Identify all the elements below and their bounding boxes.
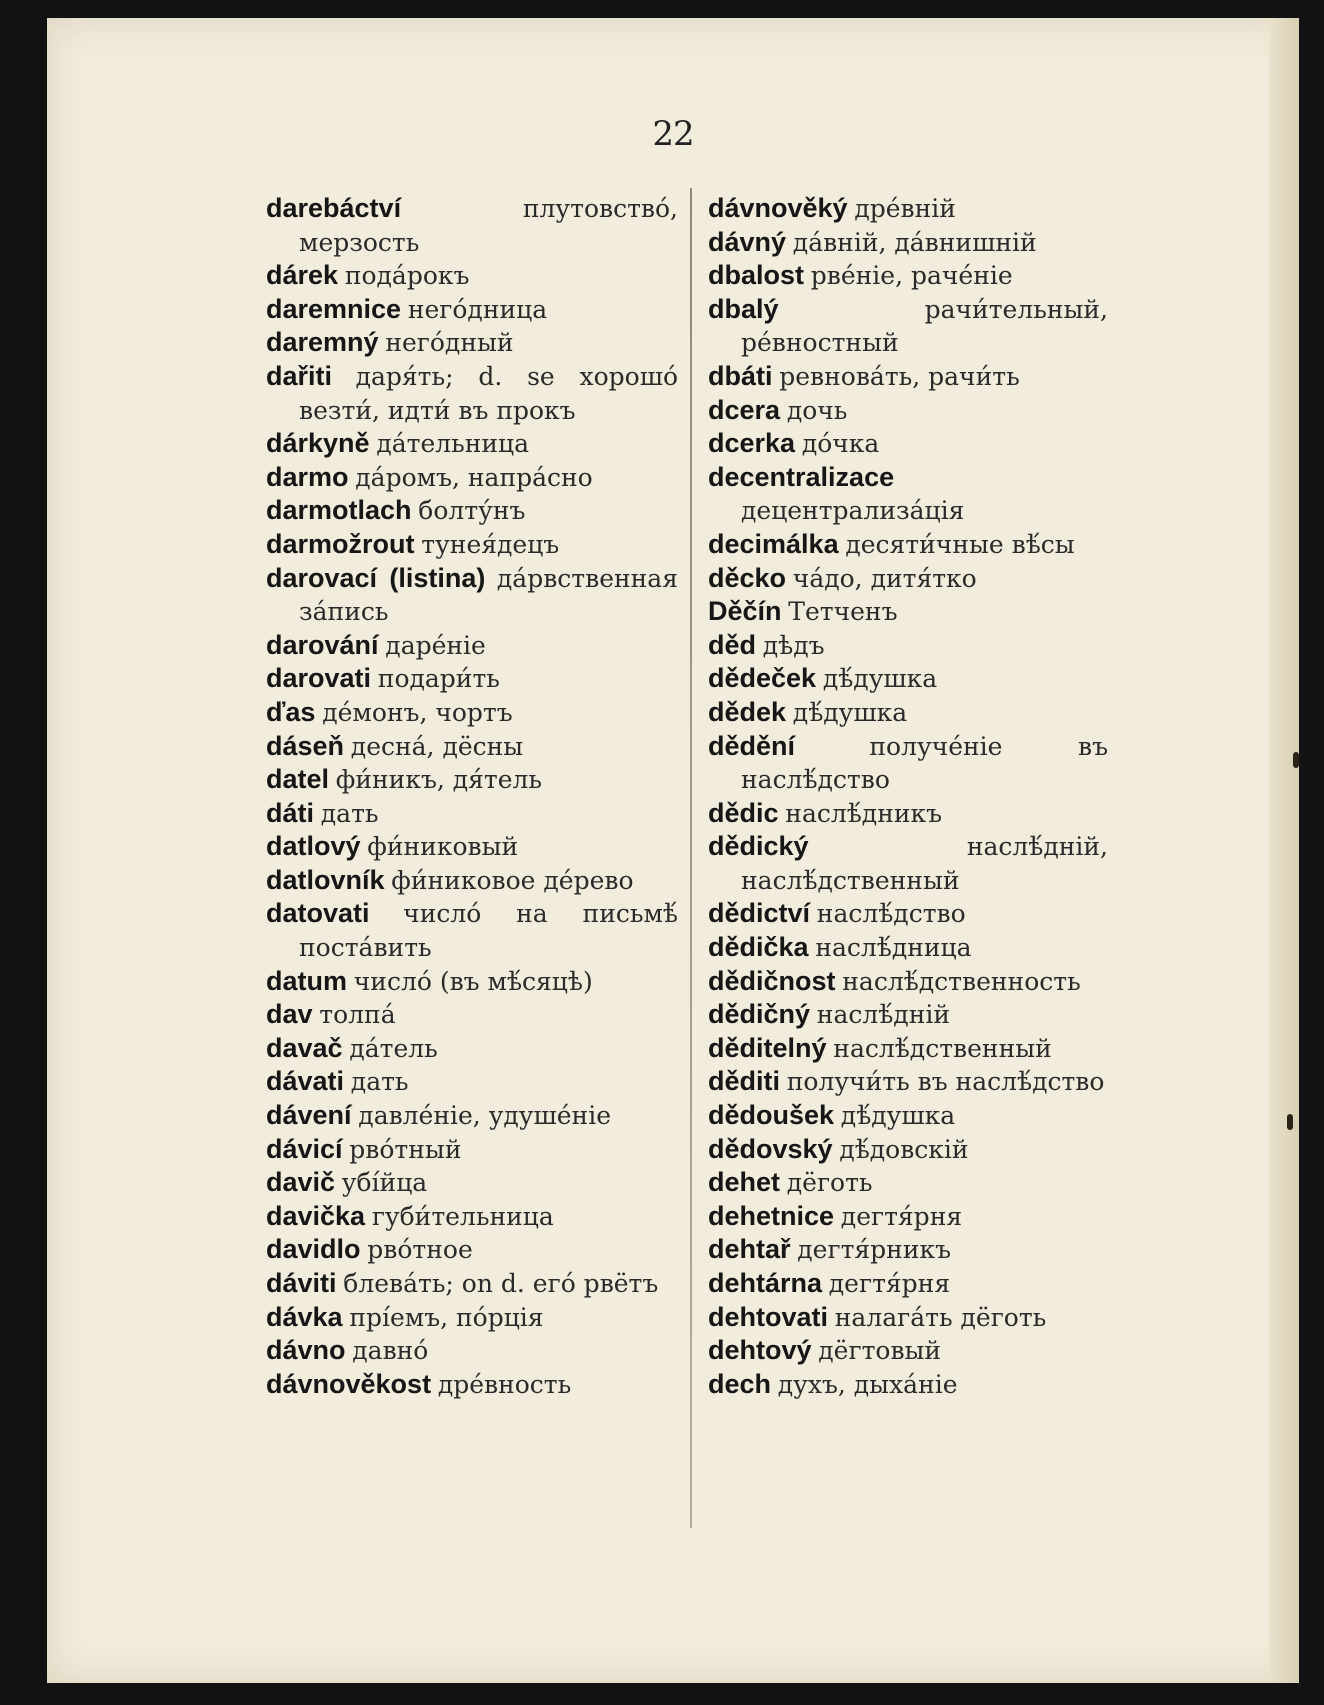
entry-headword: davička xyxy=(266,1200,366,1231)
entry-headword: datlový xyxy=(266,831,361,862)
dictionary-entry xyxy=(708,965,1108,999)
entry-headword: děd xyxy=(708,629,757,660)
dictionary-entry xyxy=(708,797,1108,831)
dictionary-entry xyxy=(708,1233,1108,1267)
entry-translation: до́чка xyxy=(801,429,880,459)
entry-headword: dědický xyxy=(708,831,809,862)
entry-translation: давле́ніе, удуше́ніе xyxy=(358,1101,611,1131)
dictionary-entry xyxy=(708,1065,1108,1099)
page-number: 22 xyxy=(652,114,694,154)
entry-headword: dehetnice xyxy=(708,1200,835,1231)
entry-headword: dědoušek xyxy=(708,1100,835,1131)
dictionary-entry xyxy=(266,830,678,864)
entry-translation: рво́тный xyxy=(349,1134,462,1164)
dictionary-entry xyxy=(708,730,1108,797)
dictionary-entry xyxy=(266,797,678,831)
entry-headword: Děčín xyxy=(708,596,782,627)
entry-translation: ревнова́ть, рачи́ть xyxy=(779,361,1020,391)
entry-headword: dárkyně xyxy=(266,428,370,459)
entry-translation: децентрализа́ція xyxy=(741,496,965,526)
dictionary-entry xyxy=(708,226,1108,260)
dictionary-entry xyxy=(708,629,1108,663)
entry-translation: наслѣ́дникъ xyxy=(785,798,943,828)
entry-translation: наслѣ́дство xyxy=(816,899,966,929)
entry-translation: губи́тельница xyxy=(371,1201,554,1231)
entry-translation: дегтя́рникъ xyxy=(797,1235,952,1265)
dictionary-entry xyxy=(266,1065,678,1099)
dictionary-entry xyxy=(708,1200,1108,1234)
entry-headword: darovací (listina) xyxy=(266,562,486,593)
dictionary-entry xyxy=(266,696,678,730)
dictionary-entry xyxy=(708,293,1108,360)
entry-headword: dávný xyxy=(708,226,787,257)
entry-headword: datlovník xyxy=(266,864,385,895)
dictionary-entry xyxy=(266,427,678,461)
dictionary-entry xyxy=(266,326,678,360)
entry-translation: духъ, дыха́ніе xyxy=(777,1369,958,1399)
dictionary-entry xyxy=(266,662,678,696)
entry-headword: dědičnost xyxy=(708,965,836,996)
dictionary-entry xyxy=(266,1267,678,1301)
dictionary-entry xyxy=(708,192,1108,226)
entry-headword: dbalý xyxy=(708,293,779,324)
entry-headword: dáviti xyxy=(266,1268,337,1298)
entry-translation: даре́ніе xyxy=(385,630,486,660)
dictionary-entry xyxy=(266,864,678,898)
dictionary-entry xyxy=(266,293,678,327)
entry-translation: да́рвственная за́пись xyxy=(299,563,678,627)
entry-translation: де́монъ, чортъ xyxy=(322,697,513,727)
dictionary-entry xyxy=(266,1200,678,1234)
entry-translation: да́тель xyxy=(349,1033,438,1063)
entry-headword: daremnice xyxy=(266,293,402,324)
entry-translation: наслѣ́дній, наслѣ́дственный xyxy=(741,832,1108,895)
entry-headword: decentralizace xyxy=(708,461,895,492)
entry-translation: рво́тное xyxy=(367,1235,473,1265)
entry-headword: datum xyxy=(266,965,347,996)
entry-translation: дать xyxy=(350,1067,409,1097)
entry-translation: число́ на письмѣ́ поста́вить xyxy=(299,899,678,963)
entry-headword: darmožrout xyxy=(266,528,415,559)
margin-mark xyxy=(1287,1114,1293,1130)
entry-headword: daremný xyxy=(266,327,379,358)
entry-headword: děcko xyxy=(708,562,787,593)
dictionary-entry xyxy=(266,192,678,259)
entry-translation: наслѣ́дній xyxy=(816,1000,951,1030)
column-divider xyxy=(690,188,692,1528)
entry-headword: dávení xyxy=(266,1100,352,1131)
entry-headword: datel xyxy=(266,764,330,795)
entry-translation: наслѣ́дница xyxy=(815,933,972,963)
dictionary-entry xyxy=(708,1334,1108,1368)
entry-translation: десна́, дёсны xyxy=(350,731,524,761)
entry-headword: dědička xyxy=(708,932,809,963)
entry-headword: dáseň xyxy=(266,730,345,761)
dictionary-entry xyxy=(266,562,678,629)
dictionary-entry xyxy=(708,830,1108,897)
dictionary-entry xyxy=(708,1099,1108,1133)
dictionary-entry xyxy=(708,595,1108,629)
entry-headword: dávati xyxy=(266,1066,345,1097)
entry-headword: dehtovati xyxy=(708,1301,829,1332)
entry-translation: подари́ть xyxy=(377,664,500,694)
entry-headword: dehtař xyxy=(708,1234,791,1265)
entry-headword: darmo xyxy=(266,461,349,492)
entry-headword: dědek xyxy=(708,696,787,727)
dictionary-entry xyxy=(266,629,678,663)
dictionary-entry xyxy=(708,1267,1108,1301)
dictionary-entry xyxy=(266,259,678,293)
entry-headword: dehet xyxy=(708,1167,781,1198)
entry-headword: dařiti xyxy=(266,360,333,391)
dictionary-entry xyxy=(708,1166,1108,1200)
dictionary-entry xyxy=(708,360,1108,394)
dictionary-entry xyxy=(266,998,678,1032)
left-column xyxy=(266,192,678,1401)
entry-translation: дегтя́рня xyxy=(828,1269,951,1298)
dictionary-entry xyxy=(266,1166,678,1200)
entry-translation: рве́ніе, раче́ніе xyxy=(810,261,1013,291)
entry-translation: получе́ніе въ наслѣ́дство xyxy=(741,731,1108,795)
entry-translation: дѣ́душка xyxy=(792,697,908,727)
dictionary-entry xyxy=(266,1368,678,1402)
entry-translation: пода́рокъ xyxy=(344,261,470,291)
entry-translation: наслѣ́дственный xyxy=(833,1033,1052,1063)
entry-headword: darování xyxy=(266,629,379,660)
entry-headword: decimálka xyxy=(708,528,839,559)
entry-translation: дёготь xyxy=(786,1168,873,1198)
entry-headword: dcerka xyxy=(708,428,796,459)
entry-headword: dbalost xyxy=(708,260,805,291)
entry-headword: darmotlach xyxy=(266,495,412,526)
entry-headword: děditi xyxy=(708,1066,780,1097)
entry-translation: дегтя́рня xyxy=(840,1201,963,1231)
dictionary-entry xyxy=(266,965,678,999)
entry-translation: него́дница xyxy=(407,294,548,324)
entry-headword: dcera xyxy=(708,394,781,425)
entry-headword: dědictví xyxy=(708,898,811,929)
entry-translation: ча́до, дитя́тко xyxy=(792,563,977,593)
dictionary-entry xyxy=(266,730,678,764)
right-column xyxy=(708,192,1108,1401)
dictionary-entry xyxy=(708,662,1108,696)
dictionary-entry xyxy=(708,1133,1108,1167)
entry-headword: davač xyxy=(266,1032,343,1063)
dictionary-entry xyxy=(708,998,1108,1032)
entry-headword: dědičný xyxy=(708,999,811,1030)
entry-translation: да́вній, да́внишній xyxy=(792,227,1037,257)
entry-translation: да́ромъ, напра́сно xyxy=(355,462,593,492)
dictionary-entry xyxy=(266,897,678,964)
dictionary-entry xyxy=(266,1301,678,1335)
entry-translation: рачи́тельный, ре́вностный xyxy=(741,294,1108,358)
dictionary-entry xyxy=(708,1032,1108,1066)
entry-headword: dehtový xyxy=(708,1335,812,1366)
dictionary-entry xyxy=(266,461,678,495)
entry-translation: дре́вность xyxy=(437,1369,572,1399)
entry-translation: дать xyxy=(320,798,379,828)
dictionary-entry xyxy=(266,1133,678,1167)
entry-headword: dbáti xyxy=(708,360,773,391)
entry-headword: dědění xyxy=(708,730,796,761)
entry-translation: тунея́децъ xyxy=(421,529,560,559)
dictionary-entry xyxy=(266,360,678,427)
entry-translation: фи́никовое де́рево xyxy=(391,865,634,895)
entry-translation: дре́вній xyxy=(854,194,956,223)
dictionary-entry xyxy=(708,461,1108,528)
page-gutter xyxy=(1269,18,1299,1683)
margin-mark xyxy=(1293,752,1299,768)
entry-translation: Тетченъ xyxy=(788,597,898,627)
entry-headword: dehtárna xyxy=(708,1268,823,1298)
dictionary-entry xyxy=(708,1368,1108,1402)
dictionary-entry xyxy=(266,1233,678,1267)
entry-translation: дѣ́душка xyxy=(840,1101,956,1131)
entry-headword: dědeček xyxy=(708,663,817,694)
entry-translation: него́дный xyxy=(385,328,514,358)
entry-headword: darovati xyxy=(266,663,372,694)
entry-headword: dávicí xyxy=(266,1133,343,1164)
entry-headword: dech xyxy=(708,1368,772,1399)
entry-translation: налага́ть дёготь xyxy=(834,1302,1047,1332)
entry-translation: число́ (въ мѣ́сяцѣ) xyxy=(353,966,593,996)
entry-headword: davidlo xyxy=(266,1234,361,1265)
dictionary-entry xyxy=(266,1032,678,1066)
entry-translation: давно́ xyxy=(352,1336,429,1366)
entry-translation: дѣдъ xyxy=(762,630,825,660)
entry-translation: дёгтовый xyxy=(818,1336,942,1366)
dictionary-page xyxy=(47,18,1299,1683)
entry-translation: фи́никъ, дя́тель xyxy=(335,765,543,795)
entry-headword: děditelný xyxy=(708,1032,827,1063)
dictionary-entry xyxy=(708,931,1108,965)
entry-translation: дѣ́душка xyxy=(822,664,938,694)
entry-headword: dáti xyxy=(266,797,315,828)
entry-headword: dávnověkost xyxy=(266,1368,432,1399)
entry-headword: dávno xyxy=(266,1335,346,1366)
entry-translation: толпа́ xyxy=(319,1000,396,1030)
dictionary-entry xyxy=(708,696,1108,730)
entry-translation: убі́йца xyxy=(341,1168,428,1198)
entry-translation: даря́ть; d. se хорошо́ везти́, идти́ въ прокъ xyxy=(299,361,678,425)
dictionary-entry xyxy=(266,528,678,562)
entry-translation: дѣ́довскій xyxy=(839,1134,969,1164)
entry-headword: dávka xyxy=(266,1301,343,1332)
entry-translation: прі́емъ, по́рція xyxy=(349,1302,544,1332)
entry-translation: болту́нъ xyxy=(418,496,526,526)
entry-translation: наслѣ́дственность xyxy=(842,966,1081,996)
entry-headword: dávnověký xyxy=(708,193,848,223)
entry-headword: dav xyxy=(266,999,313,1030)
dictionary-entry xyxy=(708,562,1108,596)
entry-headword: dědic xyxy=(708,797,779,828)
entry-headword: darebáctví xyxy=(266,193,402,223)
dictionary-entry xyxy=(266,494,678,528)
dictionary-entry xyxy=(708,259,1108,293)
dictionary-entry xyxy=(266,763,678,797)
dictionary-entry xyxy=(708,394,1108,428)
dictionary-entry xyxy=(708,528,1108,562)
entry-headword: davič xyxy=(266,1167,336,1198)
entry-translation: фи́никовый xyxy=(367,832,519,862)
entry-translation: дочь xyxy=(786,395,848,425)
dictionary-entry xyxy=(708,1301,1108,1335)
dictionary-entry xyxy=(708,427,1108,461)
entry-translation: да́тельница xyxy=(376,429,530,459)
entry-headword: ďas xyxy=(266,696,316,727)
entry-headword: dárek xyxy=(266,260,339,291)
entry-headword: dědovský xyxy=(708,1133,833,1164)
dictionary-entry xyxy=(266,1099,678,1133)
dictionary-entry xyxy=(708,897,1108,931)
entry-translation: блева́ть; on d. его́ рвётъ xyxy=(343,1269,659,1298)
entry-translation: десяти́чные вѣ́сы xyxy=(845,529,1075,559)
entry-translation: плутовство́, мерзость xyxy=(299,194,678,257)
entry-headword: datovati xyxy=(266,898,370,929)
entry-translation: получи́ть въ наслѣ́дство xyxy=(786,1067,1105,1097)
dictionary-entry xyxy=(266,1334,678,1368)
